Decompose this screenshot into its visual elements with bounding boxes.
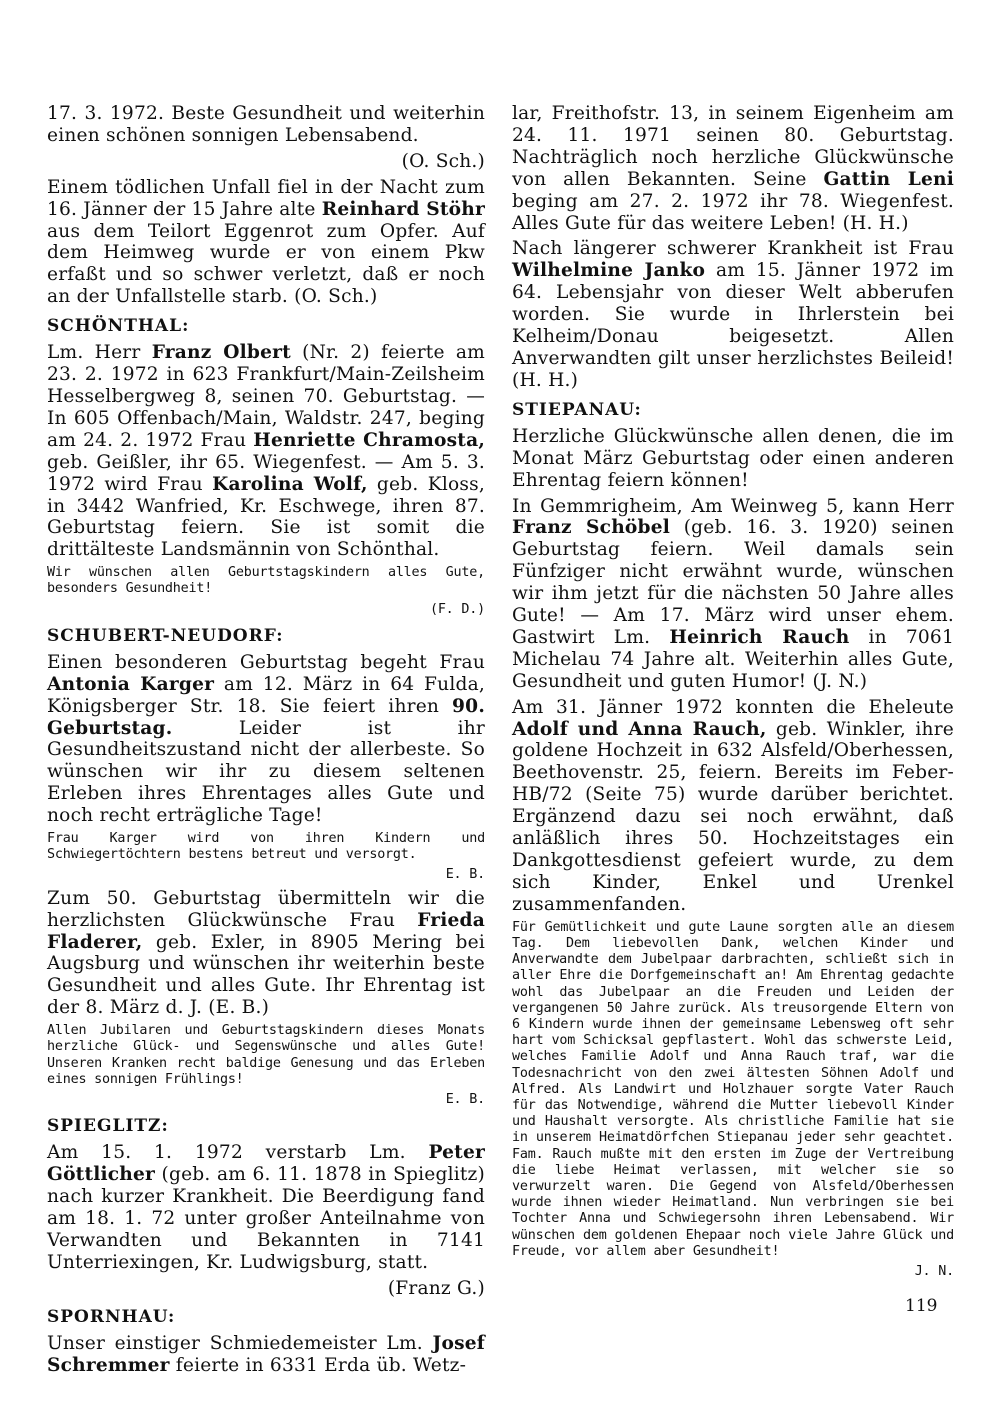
paragraph-small: Wir wünschen allen Geburtstagskindern alles Gute, besonders Gesundheit! xyxy=(47,565,485,597)
section-heading-spornhau: SPORNHAU: xyxy=(47,1307,176,1328)
paragraph: Lm. Herr Franz Olbert (Nr. 2) feierte am 23. 2. 1972 in 623 Frankfurt/Main-Zeilsheim Hesselbergweg 8, seinen 70. Geburtstag. — In 605 Offenbach/Main, Waldstr. 247, beging am 24. 2. 1972 Frau Henriette Chramosta, geb. Geißler, ihr 65. Wiegenfest. — Am 5. 3. 1972 wird Frau Karolina Wolf, geb. Kloss, in 3442 Wanfried, Kr. Eschwege, ihren 87. Geburtstag feiern. Sie ist somit die drittälteste Landsmännin von Schönthal. xyxy=(47,342,485,561)
paragraph: Herzliche Glückwünsche allen denen, die im Monat März Geburtstag oder einen anderen Ehrentag feiern können! xyxy=(512,425,954,491)
signature: (Franz G.) xyxy=(387,1277,485,1299)
paragraph: Nach längerer schwerer Krankheit ist Frau Wilhelmine Janko am 15. Jänner 1972 im 64. Lebensjahr von dieser Welt abberufen worden. Sie wurde in Ihrlerstein bei Kelheim/Donau beigesetzt. Allen Anverwandten gilt unser herzlichstes Beileid! (H. H.) xyxy=(512,238,954,391)
paragraph: Zum 50. Geburtstag übermitteln wir die herzlichsten Glückwünsche Frau Frieda Fladerer, geb. Exler, in 8905 Mering bei Augsburg und wünschen ihr weiterhin beste Gesundheit und alles Gute. Ihr Ehrentag ist der 8. März d. J. (E. B.) xyxy=(47,887,485,1019)
paragraph-small: Für Gemütlichkeit und gute Laune sorgten alle an diesem Tag. Dem liebevollen Dank, welchen Kinder und Anverwandte dem Jubelpaar darbrachten, schließt sich in aller Ehre die Dorfgemeinschaft an! Am Ehrentag gedachte wohl das Jubelpaar an die Freuden und Leiden der vergangenen 50 Jahre zurück. Als treusorgende Eltern von 6 Kindern wurde ihnen der gemeinsame Lebensweg oft sehr hart vom Schicksal gepflastert. Wohl das schwerste Leid, welches Familie Adolf und Anna Rauch traf, war die Todesnachricht von den zwei ältesten Söhnen Adolf und Alfred. Als Landwirt und Holzhauer sorgte Vater Rauch für das Notwendige, während die Mutter liebevoll Kinder und Haushalt versorgte. Als christliche Familie hat sie in unserem Heimatdörfchen Stiepanau jeder sehr geachtet. Fam. Rauch mußte mit den ersten im Zuge der Vertreibung die liebe Heimat verlassen, mit welcher sie so verwurzelt waren. Die Gegend von Alsfeld/Oberhessen wurde ihnen wieder Heimatland. Nun verbringen sie bei Tochter Anna und Schwiegersohn ihren Lebensabend. Wir wünschen dem goldenen Ehepaar noch viele Jahre Glück und Freude, vor allem aber Gesundheit! xyxy=(512,919,954,1259)
signature: E. B. xyxy=(445,1091,485,1107)
paragraph: 17. 3. 1972. Beste Gesundheit und weiterhin einen schönen sonnigen Lebensabend. xyxy=(47,103,485,146)
section-heading-schubert-neudorf: SCHUBERT-NEUDORF: xyxy=(47,625,284,646)
paragraph: Am 31. Jänner 1972 konnten die Eheleute Adolf und Anna Rauch, geb. Winkler, ihre goldene Hochzeit in 632 Alsfeld/Oberhessen, Beethovenstr. 25, feiern. Bereits im Feber-HB/72 (Seite 75) wurde darüber berichtet. Ergänzend dazu sei noch erwähnt, daß anläßlich ihres 50. Hochzeitstages ein Dankgottesdienst gefeiert wurde, zu dem sich Kinder, Enkel und Urenkel zusammenfanden. xyxy=(512,696,954,915)
paragraph: Unser einstiger Schmiedemeister Lm. Josef Schremmer feierte in 6331 Erda üb. Wetz- xyxy=(47,1333,485,1377)
section-heading-spieglitz: SPIEGLITZ: xyxy=(47,1116,169,1137)
left-column xyxy=(47,103,485,1381)
signature: E. B. xyxy=(445,867,485,883)
page-number: 119 xyxy=(905,1296,938,1316)
signature: (O. Sch.) xyxy=(401,150,485,172)
signature: J. N. xyxy=(914,1263,954,1279)
paragraph: In Gemmrigheim, Am Weinweg 5, kann Herr Franz Schöbel (geb. 16. 3. 1920) seinen Geburtstag feiern. Weil damals sein Fünfziger nicht erwähnt wurde, wünschen wir ihm jetzt für die nächsten 50 Jahre alles Gute! — Am 17. März wird unser ehem. Gastwirt Lm. Heinrich Rauch in 7061 Michelau 74 Jahre alt. Weiterhin alles Gute, Gesundheit und guten Humor! (J. N.) xyxy=(512,495,955,692)
section-heading-stiepanau: STIEPANAU: xyxy=(512,399,642,420)
paragraph-small: Frau Karger wird von ihren Kindern und Schwiegertöchtern bestens betreut und versorgt. xyxy=(47,831,485,863)
paragraph: Einen besonderen Geburtstag begeht Frau Antonia Karger am 12. März in 64 Fulda, Königsberger Str. 18. Sie feiert ihren 90. Geburtstag. Leider ist ihr Gesundheitszustand nicht der allerbeste. So wünschen wir ihr zu diesem seltenen Erleben ihres Ehrentages alles Gute und noch recht erträgliche Tage! xyxy=(47,651,485,827)
paragraph: Am 15. 1. 1972 verstarb Lm. Peter Göttlicher (geb. am 6. 11. 1878 in Spieglitz) nach kurzer Krankheit. Die Beerdigung fand am 18. 1. 72 unter großer Anteilnahme von Verwandten und Bekannten in 7141 Unterriexingen, Kr. Ludwigsburg, statt. xyxy=(47,1142,485,1273)
right-column xyxy=(512,103,954,1284)
paragraph: Einem tödlichen Unfall fiel in der Nacht zum 16. Jänner der 15 Jahre alte Reinhard Stöhr aus dem Teilort Eggenrot zum Opfer. Auf dem Heimweg wurde er von einem Pkw erfaßt und so schwer verletzt, daß er noch an der Unfallstelle starb. (O. Sch.) xyxy=(47,176,485,308)
signature: (F. D.) xyxy=(429,601,485,617)
paragraph-small: Allen Jubilaren und Geburtstagskindern dieses Monats herzliche Glück- und Segenswünsche und alles Gute! Unseren Kranken recht baldige Genesung und das Erleben eines sonnigen Frühlings! xyxy=(47,1023,485,1087)
paragraph: lar, Freithofstr. 13, in seinem Eigenheim am 24. 11. 1971 seinen 80. Geburtstag. Nachträglich noch herzliche Glückwünsche von allen Bekannten. Seine Gattin Leni beging am 27. 2. 1972 ihr 78. Wiegenfest. Alles Gute für das weitere Leben! (H. H.) xyxy=(512,103,954,234)
section-heading-schoenthal: SCHÖNTHAL: xyxy=(47,316,190,337)
